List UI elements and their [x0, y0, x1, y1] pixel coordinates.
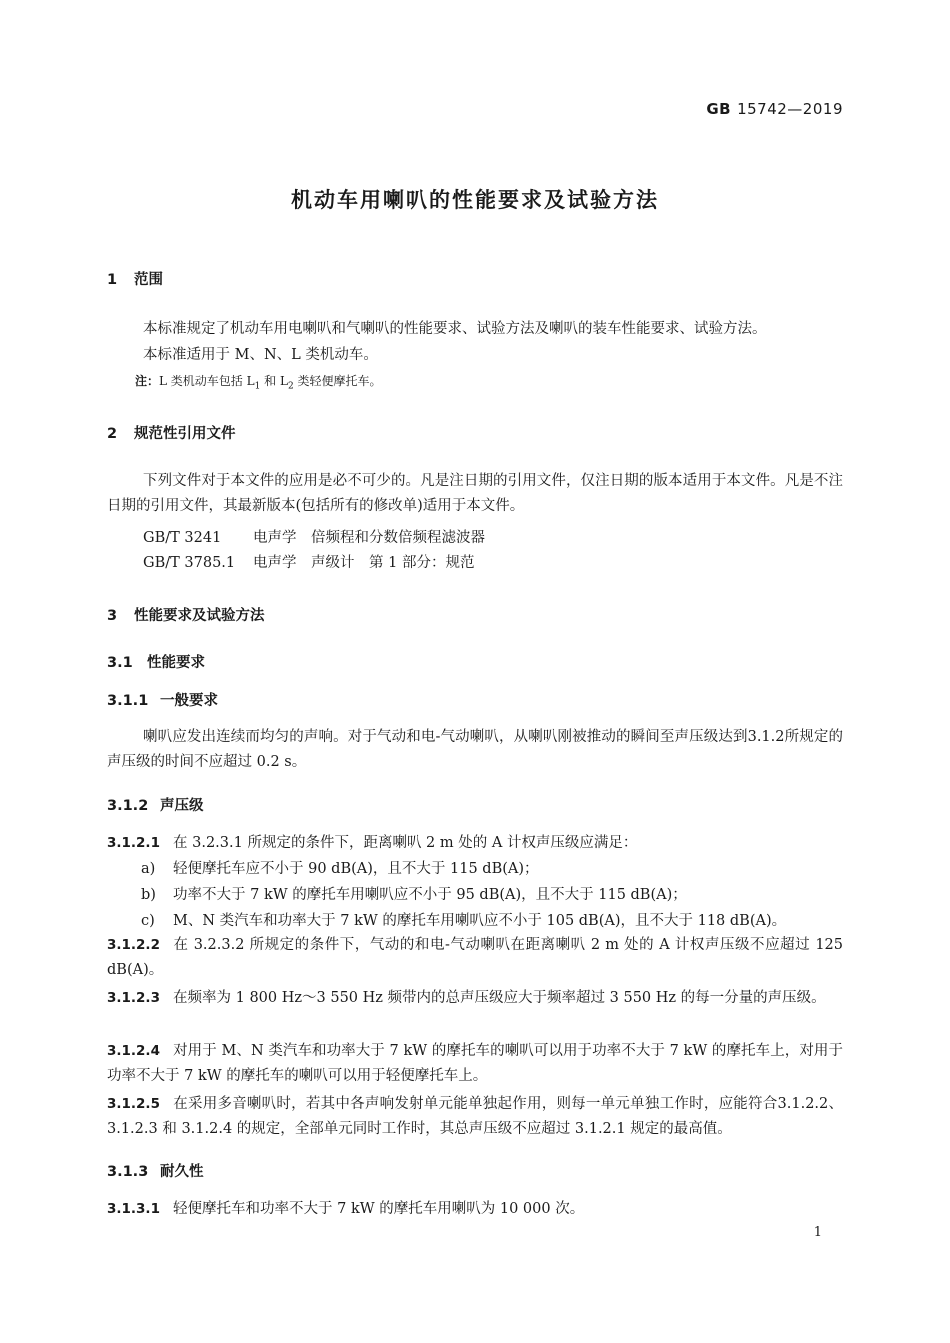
- clause-text: 在 3.2.3.1 所规定的条件下，距离喇叭 2 m 处的 A 计权声压级应满足：: [173, 835, 638, 851]
- clause-text: 在频率为 1 800 Hz～3 550 Hz 频带内的总声压级应大于频率超过 3 550 Hz 的每一分量的声压级。: [173, 990, 826, 1006]
- list-text: M、N 类汽车和功率大于 7 kW 的摩托车用喇叭应不小于 105 dB(A)，且不大于 118 dB(A)。: [173, 913, 787, 929]
- reference-title: 电声学 声级计 第 1 部分：规范: [253, 555, 475, 571]
- clause-3-1-2-2: [107, 933, 843, 983]
- section-3-heading: [107, 604, 265, 625]
- subsection-title: 耐久性: [160, 1164, 204, 1180]
- subsection-title: 声压级: [160, 798, 204, 814]
- subsection-title: 一般要求: [160, 693, 218, 709]
- note-text: L 类机动车包括 L: [159, 374, 255, 388]
- reference-code: GB/T 3785.1: [143, 555, 236, 571]
- section-2-heading: [107, 422, 236, 443]
- reference-code: GB/T 3241: [143, 530, 222, 546]
- clause-3-1-2-5: [107, 1092, 843, 1142]
- subscript: 2: [287, 381, 294, 392]
- clause-3-1-2-4: [107, 1039, 843, 1089]
- list-item: [141, 883, 687, 904]
- subsection-3-1-1-heading: [107, 689, 218, 710]
- clause-number: 3.1.2.5: [107, 1096, 160, 1112]
- subsection-number: 3.1: [107, 655, 133, 671]
- clause-text: 对用于 M、N 类汽车和功率大于 7 kW 的摩托车的喇叭可以用于功率不大于 7 kW 的摩托车上，对用于功率不大于 7 kW 的摩托车的喇叭可以用于轻便摩托车上。: [107, 1043, 843, 1084]
- list-item: [141, 909, 786, 930]
- standard-prefix: GB: [706, 100, 732, 118]
- reference-title: 电声学 倍频程和分数倍频程滤波器: [253, 530, 485, 546]
- section-title: 规范性引用文件: [134, 426, 236, 442]
- clause-number: 3.1.2.3: [107, 990, 160, 1006]
- subsection-3-1-2-heading: [107, 794, 204, 815]
- note-label: 注：: [135, 374, 160, 388]
- section-1-heading: [107, 268, 163, 289]
- standard-code: [706, 100, 843, 118]
- list-label: b): [141, 887, 156, 903]
- subsection-3-1-heading: [107, 651, 205, 672]
- section-number: 2: [107, 426, 118, 442]
- clause-number: 3.1.3.1: [107, 1201, 160, 1217]
- clause-3-1-2-3: [107, 986, 843, 1011]
- clause-text: 在采用多音喇叭时，若其中各声响发射单元能单独起作用，则每一单元单独工作时，应能符合3.1.2.2、3.1.2.3 和 3.1.2.4 的规定，全部单元同时工作时，其总声压级不应超过 3.1.2.1 规定的最高值。: [107, 1096, 843, 1137]
- list-label: c): [141, 913, 155, 929]
- clause-text: 在 3.2.3.2 所规定的条件下，气动的和电-气动喇叭在距离喇叭 2 m 处的 A 计权声压级不应超过 125 dB(A)。: [107, 937, 843, 978]
- list-text: 轻便摩托车应不小于 90 dB(A)，且不大于 115 dB(A)；: [173, 861, 539, 877]
- note: [135, 372, 382, 391]
- section-number: 3: [107, 608, 118, 624]
- clause-number: 3.1.2.4: [107, 1043, 160, 1059]
- section-title: 性能要求及试验方法: [134, 608, 265, 624]
- list-item: [141, 857, 539, 878]
- document-title: 机动车用喇叭的性能要求及试验方法: [291, 188, 659, 212]
- reference-item: [143, 526, 485, 547]
- note-text: 和 L: [260, 374, 288, 388]
- standard-number: 15742—2019: [737, 100, 843, 118]
- subsection-3-1-3-heading: [107, 1160, 204, 1181]
- clause-number: 3.1.2.1: [107, 835, 160, 851]
- note-text: 类轻便摩托车。: [293, 374, 382, 388]
- list-text: 功率不大于 7 kW 的摩托车用喇叭应不小于 95 dB(A)，且不大于 115 dB(A)；: [173, 887, 687, 903]
- subsection-number: 3.1.2: [107, 798, 149, 814]
- clause-3-1-3-1: [107, 1197, 584, 1218]
- subsection-number: 3.1.1: [107, 693, 149, 709]
- section-title: 范围: [134, 272, 163, 288]
- paragraph: 本标准规定了机动车用电喇叭和气喇叭的性能要求、试验方法及喇叭的装车性能要求、试验方法。: [143, 321, 767, 337]
- clause-text: 轻便摩托车和功率不大于 7 kW 的摩托车用喇叭为 10 000 次。: [173, 1201, 585, 1217]
- page-number: 1: [813, 1225, 822, 1240]
- subsection-number: 3.1.3: [107, 1164, 149, 1180]
- paragraph: 喇叭应发出连续而均匀的声响。对于气动和电-气动喇叭，从喇叭刚被推动的瞬间至声压级达到3.1.2所规定的声压级的时间不应超过 0.2 s。: [107, 729, 843, 770]
- paragraph: 下列文件对于本文件的应用是必不可少的。凡是注日期的引用文件，仅注日期的版本适用于本文件。凡是不注日期的引用文件，其最新版本(包括所有的修改单)适用于本文件。: [107, 473, 843, 514]
- paragraph: 本标准适用于 M、N、L 类机动车。: [143, 347, 378, 363]
- clause-3-1-2-1: [107, 831, 637, 852]
- list-label: a): [141, 861, 156, 877]
- section-number: 1: [107, 272, 118, 288]
- reference-item: [143, 551, 474, 572]
- subsection-title: 性能要求: [147, 655, 205, 671]
- clause-number: 3.1.2.2: [107, 937, 160, 953]
- subscript: 1: [254, 381, 261, 392]
